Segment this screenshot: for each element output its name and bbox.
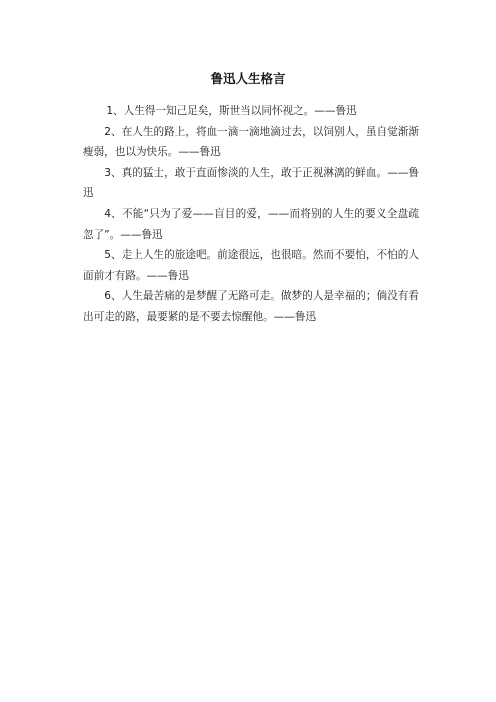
quote-item-5: 5、走上人生的旅途吧。前途很远，也很暗。然而不要怕，不怕的人面前才有路。——鲁迅: [83, 249, 419, 282]
quote-item-6: 6、人生最苦痛的是梦醒了无路可走。做梦的人是幸福的；倘没有看出可走的路，最要紧的是不要去惊醒他。——鲁迅: [83, 290, 419, 323]
document-title: 鲁迅人生格言: [210, 71, 286, 86]
quote-item-1: 1、人生得一知己足矣，斯世当以同怀视之。——鲁迅: [106, 105, 357, 117]
quote-item-3: 3、真的猛士，敢于直面惨淡的人生，敢于正视淋漓的鲜血。——鲁迅: [83, 166, 419, 200]
quote-item-4: 4、不能“只为了爱——盲目的爱，——而将别的人生的要义全盘疏忽了”。——鲁迅: [83, 207, 419, 241]
quote-item-2: 2、在人生的路上，将血一滴一滴地滴过去，以饲别人，虽自觉渐渐瘦弱，也以为快乐。——鲁迅: [83, 125, 419, 159]
quote-list: [83, 101, 419, 328]
